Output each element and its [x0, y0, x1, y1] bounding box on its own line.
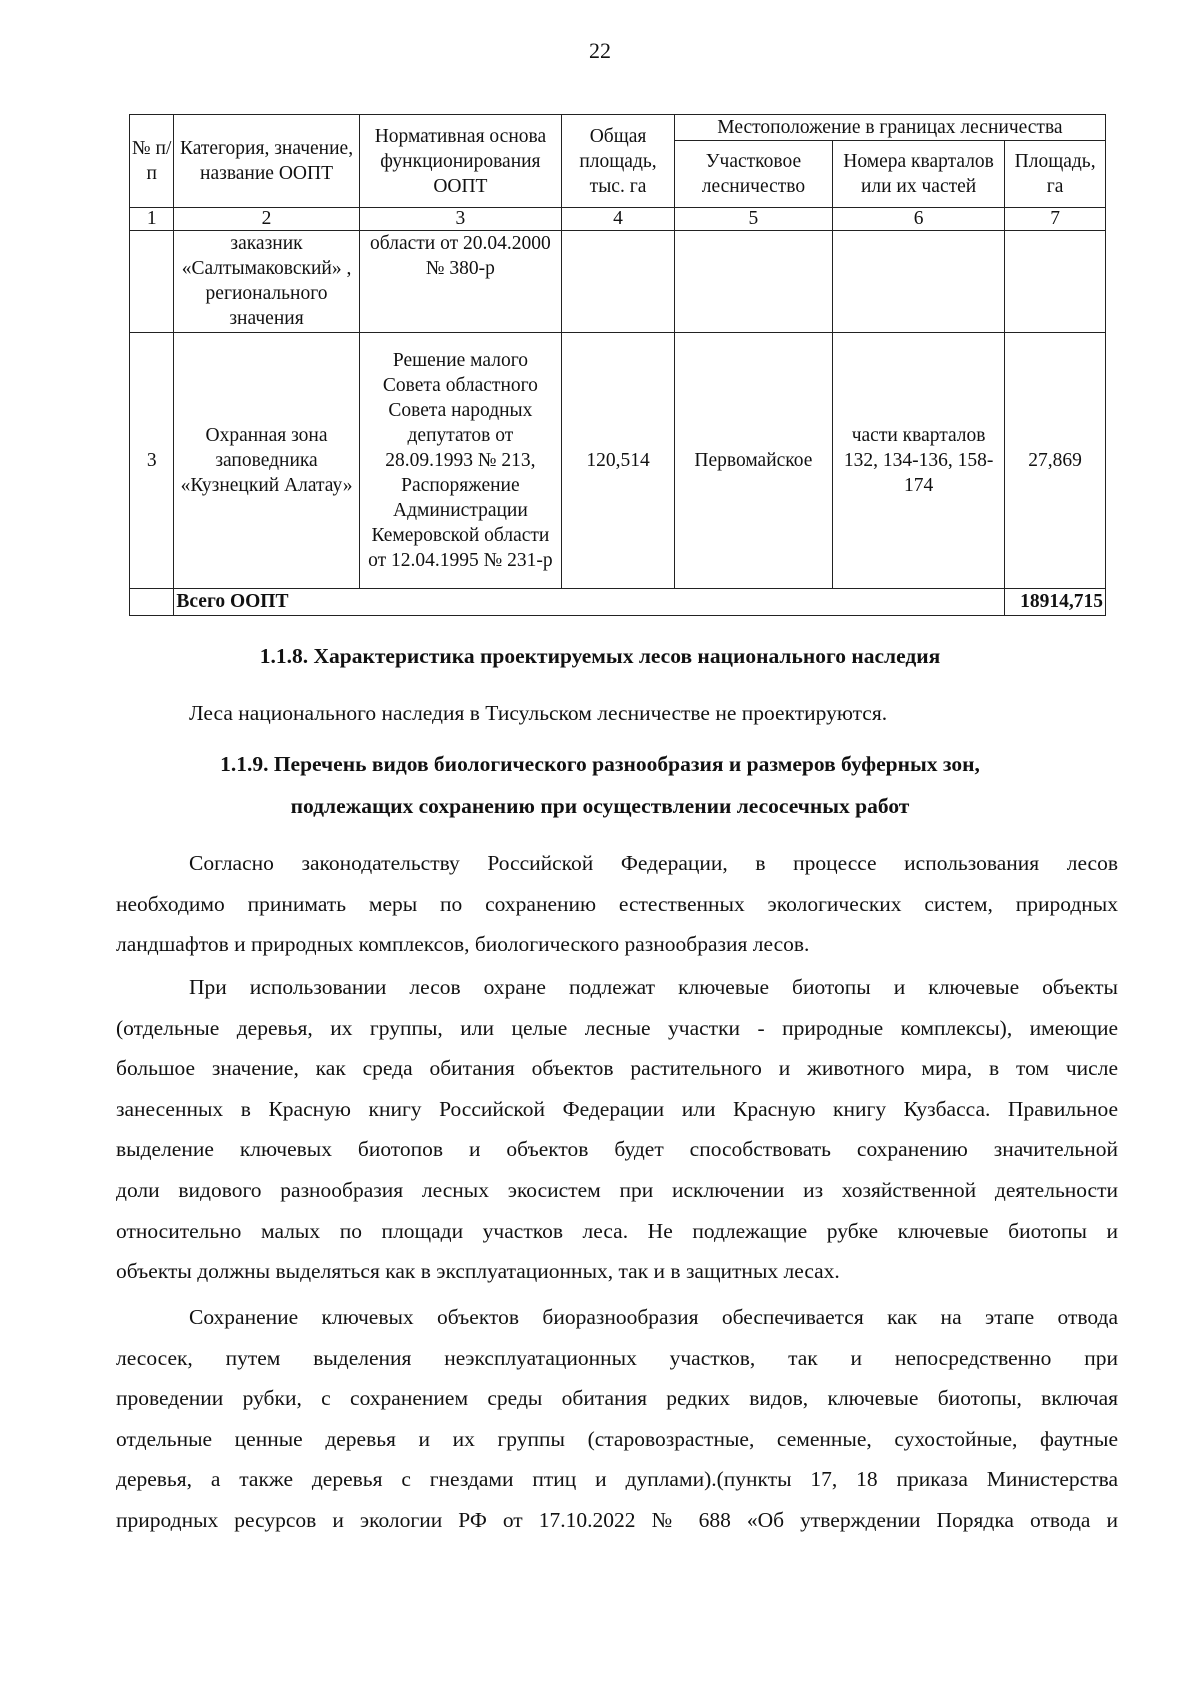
- total-row: [130, 589, 1106, 616]
- column-number: 7: [1005, 208, 1106, 231]
- text-line: лесосек, путем выделения неэксплуатационных участков, так и непосредственно при: [116, 1345, 1118, 1370]
- row-district: [674, 231, 832, 333]
- section-119-heading-line2: подлежащих сохранению при осуществлении лесосечных работ: [290, 794, 910, 818]
- row-area: 27,869: [1005, 333, 1106, 589]
- text-line: выделение ключевых биотопов и объектов будет способствовать сохранению значительной: [116, 1137, 1118, 1162]
- text-line: необходимо принимать меры по сохранению естественных экологических систем, природных: [116, 891, 1118, 916]
- text-line: занесенных в Красную книгу Российской Федерации или Красную книгу Кузбасса. Правильное: [116, 1096, 1118, 1121]
- row-quarters: части кварталов 132, 134-136, 158-174: [832, 333, 1004, 589]
- row-quarters: [832, 231, 1004, 333]
- text-line: относительно малых по площади участков леса. Не подлежащие рубке ключевые биотопы и: [116, 1218, 1118, 1243]
- text-line: Согласно законодательству Российской Федерации, в процессе использования лесов: [189, 851, 1118, 875]
- section-118-heading: 1.1.8. Характеристика проектируемых лесов национального наследия: [259, 644, 941, 668]
- section-119-heading-line1: 1.1.9. Перечень видов биологического разнообразия и размеров буферных зон,: [220, 752, 980, 776]
- table-row: [130, 231, 1106, 333]
- total-label: Всего ООПТ: [174, 589, 1005, 616]
- header-quarters: Номера кварталов или их частей: [832, 141, 1004, 208]
- total-value: 18914,715: [1005, 589, 1106, 616]
- paragraph-key-biotopes: [116, 967, 1118, 1292]
- row-basis: Решение малого Совета областного Совета народных депутатов от 28.09.1993 № 213, Распоряжение Администрации Кемеровской области от 12.04.1995 № 231-р: [359, 333, 562, 589]
- header-category: Категория, значение, название ООПТ: [174, 115, 359, 208]
- section-118-text: Леса национального наследия в Тисульском лесничестве не проектируются.: [189, 701, 888, 725]
- text-line: доли видового разнообразия лесных экосистем при исключении из хозяйственной деятельности: [116, 1177, 1118, 1202]
- text-line: природных ресурсов и экологии РФ от 17.10.2022 № 688 «Об утверждении Порядка отвода и: [116, 1507, 1118, 1532]
- column-number: 6: [832, 208, 1004, 231]
- row-district: Первомайское: [674, 333, 832, 589]
- text-line: Сохранение ключевых объектов биоразнообразия обеспечивается как на этапе отвода: [189, 1305, 1118, 1329]
- header-area: Площадь, га: [1005, 141, 1106, 208]
- text-line: деревья, а также деревья с гнездами птиц и дуплами).(пункты 17, 18 приказа Министерства: [116, 1467, 1118, 1492]
- page-number: 22: [589, 38, 611, 63]
- column-number: 4: [562, 208, 675, 231]
- text-line: При использовании лесов охране подлежат ключевые биотопы и ключевые объекты: [189, 975, 1118, 999]
- header-basis: Нормативная основа функционирования ООПТ: [359, 115, 562, 208]
- header-district: Участковое лесничество: [674, 141, 832, 208]
- header-num: № п/п: [130, 115, 174, 208]
- row-area-total: [562, 231, 675, 333]
- text-line: (отдельные деревья, их группы, или целые лесные участки - природные комплексы), имеющие: [116, 1015, 1118, 1040]
- table-row: [130, 333, 1106, 589]
- row-num: 3: [130, 333, 174, 589]
- paragraph-conservation: [116, 1297, 1118, 1541]
- text-line: проведении рубки, с сохранением среды обитания редких видов, ключевые биотопы, включая: [116, 1386, 1118, 1411]
- header-location-group: Местоположение в границах лесничества: [674, 115, 1105, 141]
- column-number: 2: [174, 208, 359, 231]
- text-line: ландшафтов и природных комплексов, биологического разнообразия лесов.: [116, 932, 810, 957]
- column-number: 1: [130, 208, 174, 231]
- row-area: [1005, 231, 1106, 333]
- text-line: большое значение, как среда обитания объектов растительного и животного мира, в том числе: [116, 1056, 1118, 1081]
- oopt-table: [129, 114, 1106, 616]
- column-number-row: [130, 208, 1106, 231]
- text-line: отдельные ценные деревья и их группы (старовозрастные, семенные, сухостойные, фаутные: [116, 1426, 1118, 1451]
- row-category: Охранная зона заповедника «Кузнецкий Алатау»: [174, 333, 359, 589]
- header-area-total: Общая площадь, тыс. га: [562, 115, 675, 208]
- text-line: объекты должны выделяться как в эксплуатационных, так и в защитных лесах.: [116, 1259, 840, 1284]
- row-basis: области от 20.04.2000 № 380-р: [359, 231, 562, 333]
- column-number: 5: [674, 208, 832, 231]
- paragraph-legislation: [116, 843, 1118, 965]
- row-num: [130, 231, 174, 333]
- column-number: 3: [359, 208, 562, 231]
- total-empty: [130, 589, 174, 616]
- row-category: заказник «Салтымаковский» , регионального значения: [174, 231, 359, 333]
- row-area-total: 120,514: [562, 333, 675, 589]
